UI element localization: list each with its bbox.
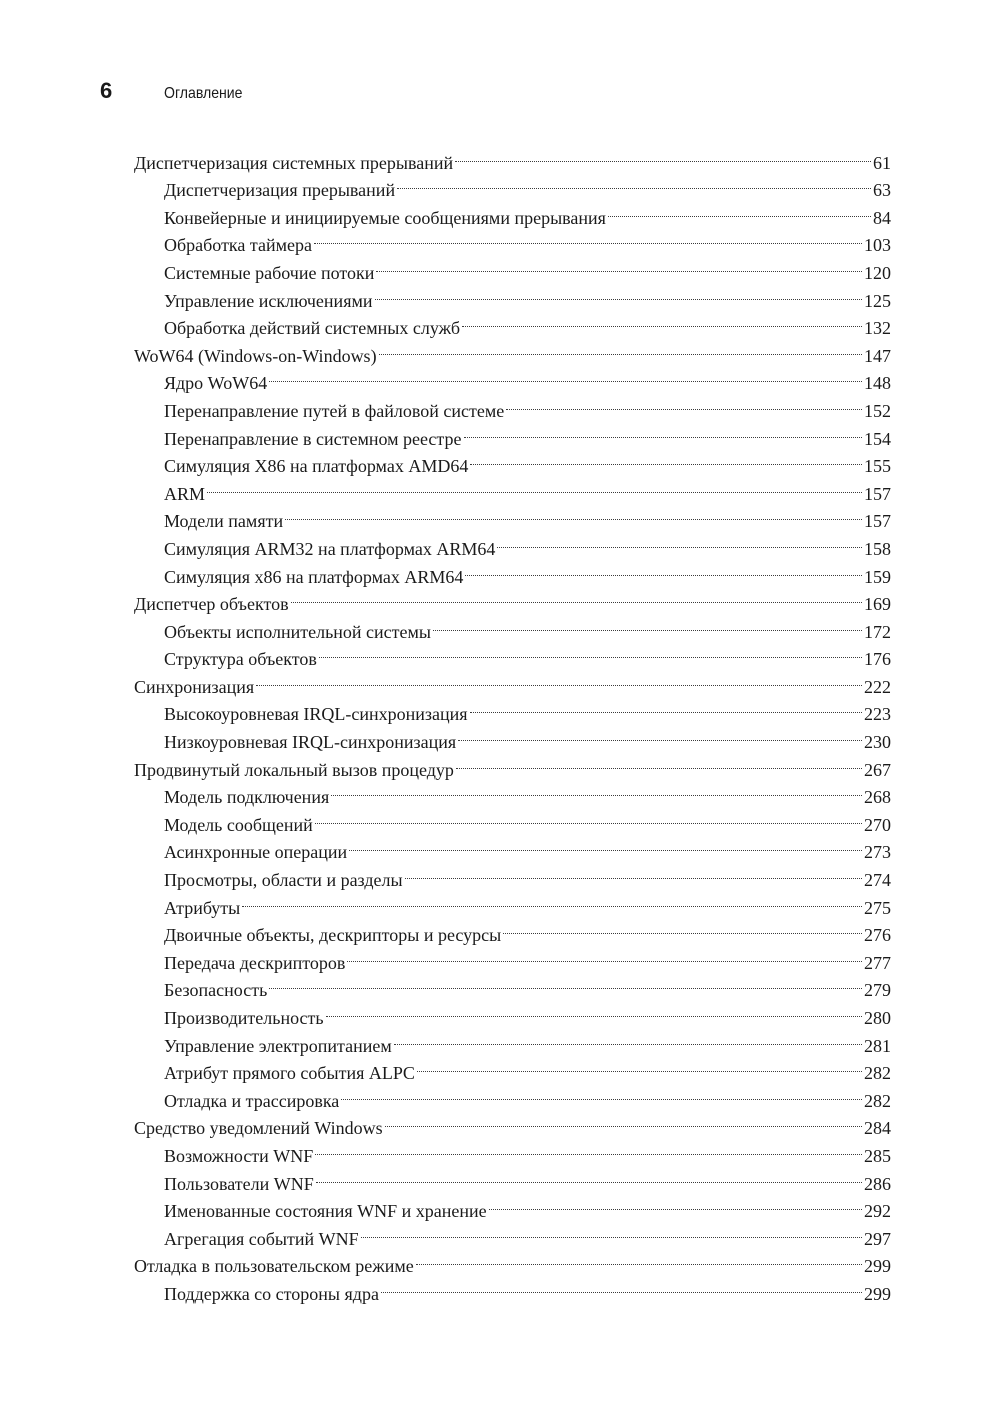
toc-subsection-entry: [134, 914, 891, 946]
toc-entry-page: 120: [864, 262, 891, 283]
toc-dot-leader: [331, 776, 862, 804]
toc-dot-leader: [375, 279, 863, 307]
toc-entry-page: 274: [864, 870, 891, 891]
toc-dot-leader: [503, 914, 862, 942]
toc-entry-title: Синхронизация: [134, 676, 255, 697]
toc-dot-leader: [314, 224, 862, 252]
toc-entry-page: 277: [864, 952, 891, 973]
toc-entry-title: Отладка и трассировка: [164, 1090, 340, 1111]
toc-dot-leader: [381, 1272, 862, 1300]
toc-dot-leader: [397, 169, 871, 197]
toc-dot-leader: [341, 1079, 862, 1107]
toc-dot-leader: [506, 389, 862, 417]
toc-dot-leader: [465, 555, 862, 583]
toc-subsection-entry: [134, 886, 891, 918]
toc-entry-page: 299: [864, 1283, 891, 1304]
toc-entry-title: Двоичные объекты, дескрипторы и ресурсы: [164, 925, 502, 946]
toc-entry-title: Диспетчер объектов: [134, 594, 289, 615]
toc-dot-leader: [256, 665, 862, 693]
toc-entry-title: Модель сообщений: [164, 814, 313, 835]
toc-entry-title: Именованные состояния WNF и хранение: [164, 1201, 487, 1222]
toc-dot-leader: [416, 1245, 862, 1273]
toc-entry-page: 230: [864, 732, 891, 753]
toc-dot-leader: [285, 500, 862, 528]
toc-entry-title: Объекты исполнительной системы: [164, 621, 432, 642]
toc-entry-title: Безопасность: [164, 980, 268, 1001]
toc-entry-page: 297: [864, 1228, 891, 1249]
toc-dot-leader: [326, 996, 862, 1024]
toc-entry-page: 169: [864, 594, 891, 615]
toc-entry-title: Симуляция x86 на платформах ARM64: [164, 566, 464, 587]
toc-dot-leader: [394, 1024, 862, 1052]
toc-dot-leader: [470, 693, 862, 721]
toc-dot-leader: [456, 748, 862, 776]
toc-entry-page: 270: [864, 814, 891, 835]
toc-dot-leader: [347, 941, 862, 969]
toc-dot-leader: [462, 307, 862, 335]
toc-entry-title: Перенаправление путей в файловой системе: [164, 400, 505, 421]
running-title: Оглавление: [164, 85, 243, 102]
toc-section-entry: [134, 141, 891, 173]
toc-entry-title: Просмотры, области и разделы: [164, 870, 403, 891]
toc-dot-leader: [349, 831, 862, 859]
toc-entry-title: Передача дескрипторов: [164, 952, 346, 973]
toc-entry-title: Диспетчеризация системных прерываний: [134, 152, 454, 173]
toc-entry-page: 299: [864, 1256, 891, 1277]
toc-entry-title: Атрибуты: [164, 897, 241, 918]
toc-entry-page: 154: [864, 428, 891, 449]
toc-dot-leader: [319, 638, 862, 666]
toc-entry-title: Конвейерные и инициируемые сообщениями прерывания: [164, 207, 606, 228]
toc-entry-page: 276: [864, 925, 891, 946]
toc-entry-page: 155: [864, 456, 891, 477]
toc-dot-leader: [269, 969, 862, 997]
page-number: 6: [100, 78, 113, 103]
toc-dot-leader: [433, 610, 862, 638]
toc-entry-title: Атрибут прямого события ALPC: [164, 1063, 415, 1084]
toc-entry-title: Поддержка со стороны ядра: [164, 1283, 379, 1304]
toc-entry-page: 279: [864, 980, 891, 1001]
toc-entry-page: 286: [864, 1173, 891, 1194]
toc-entry-page: 148: [864, 373, 891, 394]
toc-dot-leader: [242, 886, 862, 914]
toc-dot-leader: [376, 251, 862, 279]
toc-dot-leader: [405, 858, 862, 886]
toc-dot-leader: [315, 803, 862, 831]
toc-dot-leader: [361, 1217, 862, 1245]
toc-entry-page: 159: [864, 566, 891, 587]
toc-entry-page: 84: [873, 207, 891, 228]
page-header: [100, 78, 253, 108]
toc-entry-page: 157: [864, 483, 891, 504]
toc-entry-title: Ядро WoW64: [164, 373, 268, 394]
toc-entry-page: 280: [864, 1008, 891, 1028]
toc-entry-page: 103: [864, 235, 891, 256]
toc-entry-title: Средство уведомлений Windows: [134, 1118, 383, 1139]
toc-entry-title: Модели памяти: [164, 511, 284, 532]
toc-entry-title: Структура объектов: [164, 649, 317, 670]
toc-entry-title: Перенаправление в системном реестре: [164, 428, 462, 449]
toc-entry-title: Диспетчеризация прерываний: [164, 180, 396, 201]
toc-entry-title: Продвинутый локальный вызов процедур: [134, 759, 454, 780]
toc-entry-title: Симуляция ARM32 на платформах ARM64: [164, 538, 496, 559]
toc-entry-title: Управление электропитанием: [164, 1035, 392, 1056]
toc-entry-page: 275: [864, 897, 891, 918]
table-of-contents: [134, 141, 891, 1304]
toc-dot-leader: [316, 1162, 862, 1190]
toc-entry-page: 125: [864, 290, 891, 311]
toc-entry-title: Производительность: [164, 1008, 324, 1028]
toc-entry-page: 273: [864, 842, 891, 863]
toc-entry-title: Управление исключениями: [164, 290, 373, 311]
toc-entry-page: 176: [864, 649, 891, 670]
toc-entry-page: 157: [864, 511, 891, 532]
toc-entry-page: 152: [864, 400, 891, 421]
toc-entry-title: Системные рабочие потоки: [164, 262, 375, 283]
toc-entry-title: Модель подключения: [164, 787, 330, 808]
toc-dot-leader: [379, 334, 862, 362]
toc-entry-page: 284: [864, 1118, 891, 1139]
toc-entry-page: 132: [864, 318, 891, 339]
toc-dot-leader: [464, 417, 862, 445]
toc-entry-page: 285: [864, 1145, 891, 1166]
toc-dot-leader: [497, 527, 862, 555]
toc-entry-page: 172: [864, 621, 891, 642]
toc-entry-page: 61: [873, 152, 891, 173]
toc-entry-page: 282: [864, 1063, 891, 1084]
toc-entry-page: 158: [864, 538, 891, 559]
toc-entry-page: 223: [864, 704, 891, 725]
toc-entry-title: WoW64 (Windows-on-Windows): [134, 345, 377, 366]
toc-dot-leader: [291, 583, 862, 611]
toc-entry-title: Возможности WNF: [164, 1145, 314, 1166]
toc-entry-page: 281: [864, 1035, 891, 1056]
toc-dot-leader: [207, 472, 862, 500]
toc-dot-leader: [269, 362, 862, 390]
toc-entry-title: Отладка в пользовательском режиме: [134, 1256, 414, 1277]
toc-entry-title: Агрегация событий WNF: [164, 1228, 359, 1249]
toc-entry-page: 63: [873, 180, 891, 201]
toc-dot-leader: [470, 445, 862, 473]
toc-dot-leader: [489, 1190, 862, 1218]
toc-subsection-entry: [134, 472, 891, 504]
toc-dot-leader: [608, 196, 871, 224]
toc-entry-page: 222: [864, 676, 891, 697]
toc-dot-leader: [417, 1052, 862, 1080]
toc-entry-title: ARM: [164, 483, 206, 504]
toc-entry-page: 282: [864, 1090, 891, 1111]
toc-entry-title: Обработка таймера: [164, 235, 312, 256]
toc-dot-leader: [458, 720, 862, 748]
toc-entry-page: 147: [864, 345, 891, 366]
toc-entry-title: Высокоуровневая IRQL-синхронизация: [164, 704, 468, 725]
toc-entry-title: Низкоуровневая IRQL-синхронизация: [164, 732, 457, 753]
toc-entry-title: Обработка действий системных служб: [164, 318, 460, 339]
toc-entry-title: Симуляция X86 на платформах AMD64: [164, 456, 469, 477]
toc-entry-title: Асинхронные операции: [164, 842, 348, 863]
toc-dot-leader: [455, 141, 871, 169]
toc-entry-page: 268: [864, 787, 891, 808]
toc-dot-leader: [385, 1107, 862, 1135]
toc-entry-page: 267: [864, 759, 891, 780]
toc-subsection-entry: [134, 500, 891, 532]
toc-entry-page: 292: [864, 1201, 891, 1222]
toc-entry-title: Пользователи WNF: [164, 1173, 314, 1194]
toc-dot-leader: [315, 1134, 862, 1162]
